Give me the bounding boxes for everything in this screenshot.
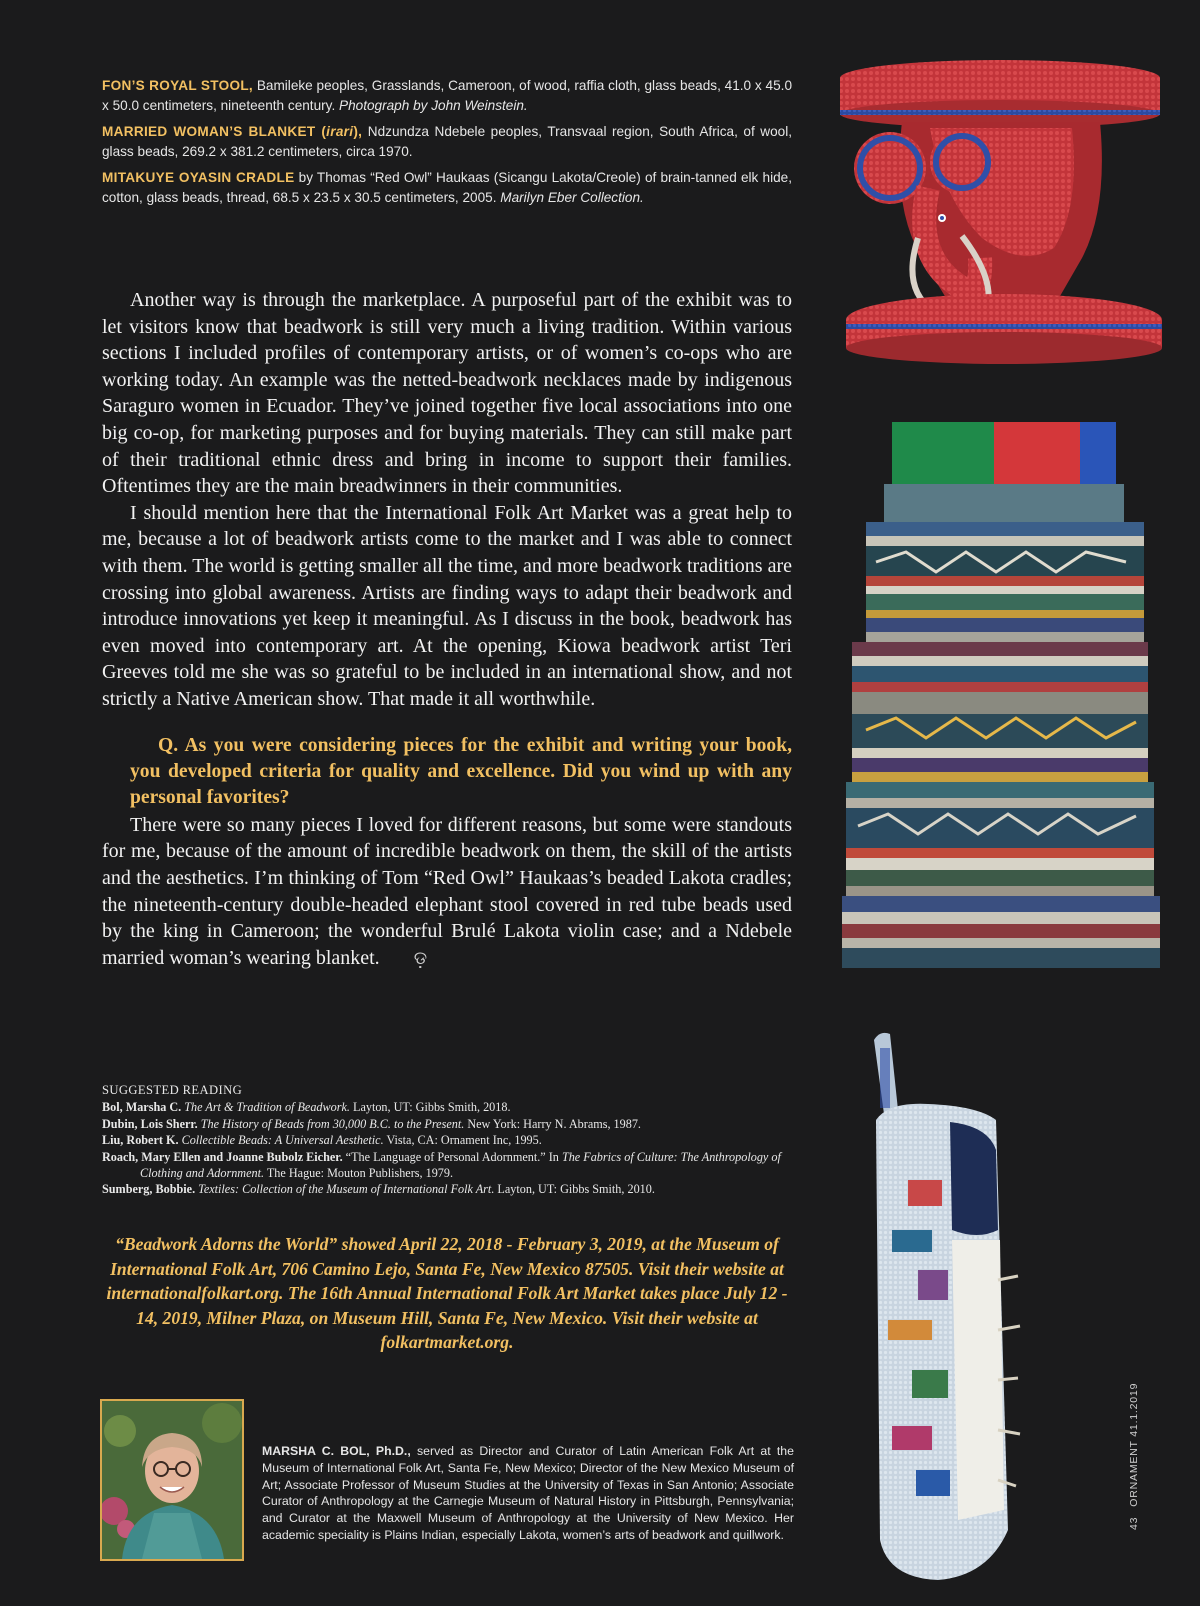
photo-captions [102,76,792,214]
royal-stool-image [832,58,1166,368]
author-bio: MARSHA C. BOL, Ph.D., served as Director and Curator of Latin American Folk Art at the Museum of International Folk Art, Santa Fe, New Mexico; Director of the New Mexico Museum of Art; Associate Professor of Museum Studies at the University of Texas in San Antonio; Associate Curator of Anthropology at the Carnegie Museum of Natural History in Pittsburgh, Pennsylvania; and Curator at the Maxwell Museum of Anthropology at the University of New Mexico. Her academic speciality is Plains Indian, especially Lakota, women’s arts of beadwork and quillwork. [262,1444,794,1542]
interview-question: Q. As you were considering pieces for the exhibit and writing your book, you developed criteria for quality and excellence. Did you wind up with any personal favorites? [130,734,792,809]
reading-entry: Bol, Marsha C. The Art & Tradition of Beadwork. Layton, UT: Gibbs Smith, 2018. [102,1100,511,1115]
caption-blanket: MARRIED WOMAN’S BLANKET (irari), Ndzundza Ndebele peoples, Transvaal region, South Africa, of wool, glass beads, 269.2 x 381.2 centimeters, circa 1970. [102,124,792,159]
paragraph-favorites: There were so many pieces I loved for different reasons, but some were standouts for me, because of the amount of incredible beadwork on them, the skill of the artists and the aesthetics. I’m thinking of Tom “Red Owl” Haukaas’s beaded Lakota cradles; the nineteenth-century double-headed elephant stool covered in red tube beads used by the king in Cameroon; the wonderful Brulé Lakota violin case; and a Ndebele married woman’s wearing blanket. ଡ଼ [102,812,792,972]
married-womans-blanket-image [836,412,1170,982]
reading-entry: Dubin, Lois Sherr. The History of Beads from 30,000 B.C. to the Present. New York: Harry N. Abrams, 1987. [102,1116,641,1131]
reading-entry: Roach, Mary Ellen and Joanne Bubolz Eicher. “The Language of Personal Adornment.” In The Fabrics of Culture: The Anthropology of Clothing and Adornment. The Hague: Mouton Publishers, 1979. [102,1149,781,1181]
author-photo [100,1399,244,1561]
article-body [102,287,792,971]
reading-entry: Sumberg, Bobbie. Textiles: Collection of the Museum of International Folk Art. Layton, UT: Gibbs Smith, 2010. [102,1182,655,1197]
mitakuye-oyasin-cradle-image [868,1030,1032,1588]
suggested-reading [102,1082,802,1198]
suggested-reading-heading: SUGGESTED READING [102,1083,243,1097]
reading-entry: Liu, Robert K. Collectible Beads: A Universal Aesthetic. Vista, CA: Ornament Inc, 1995. [102,1133,542,1148]
page-number: 43 [1128,1516,1140,1530]
page-folio [1128,1383,1140,1530]
blanket-stripes [842,522,1160,968]
exhibition-note: “Beadwork Adorns the World” showed April 22, 2018 - February 3, 2019, at the Museum of International Folk Art, 706 Camino Lejo, Santa Fe, New Mexico 87505. Visit their website at internationalfolkart.org. The 16th Annual International Folk Art Market takes place July 12 - 14, 2019, Milner Plaza, on Museum Hill, Santa Fe, New Mexico. Visit their website at folkartmarket.org. [106,1234,788,1352]
publication-issue: ORNAMENT 41.1.2019 [1128,1382,1140,1507]
caption-stool: FON’S ROYAL STOOL, Bamileke peoples, Grasslands, Cameroon, of wood, raffia cloth, glass beads, 41.0 x 45.0 x 50.0 centimeters, nineteenth century. Photograph by John Weinstein. [102,78,793,113]
paragraph-folk-art-market: I should mention here that the International Folk Art Market was a great help to me, because a lot of beadwork artists come to the market and I was able to connect with them. The world is getting smaller all the time, and more beadwork traditions are crossing into global awareness. Artists are finding ways to adapt their beadwork and introduce innovations yet keep it meaningful. As I discuss in the book, beadwork has even moved into contemporary art. At the opening, Kiowa beadwork artist Teri Greeves told me she was so grateful to be included in an international show, and not strictly a Native American show. That made it all worthwhile. [102,501,792,710]
ornament-end-mark-icon: ଡ଼ [413,947,428,968]
paragraph-marketplace: Another way is through the marketplace. A purposeful part of the exhibit was to let visitors know that beadwork is still very much a living tradition. Within various sections I included profiles of contemporary artists, or of women’s co-ops who are working today. An example was the netted-beadwork necklaces made by indigenous Saraguro women in Ecuador. They’ve joined together five local associations into one big co-op, for marketing purposes and for buying materials. They can still make part of their traditional ethnic dress and bring in income to support their families. Oftentimes they are the main breadwinners in their communities. [102,289,792,498]
author-portrait-image [102,1401,242,1559]
caption-cradle: MITAKUYE OYASIN CRADLE by Thomas “Red Owl” Haukaas (Sicangu Lakota/Creole) of brain-tanned elk hide, cotton, glass beads, thread, 68.5 x 23.5 x 30.5 centimeters, 2005. Marilyn Eber Collection. [102,170,792,205]
